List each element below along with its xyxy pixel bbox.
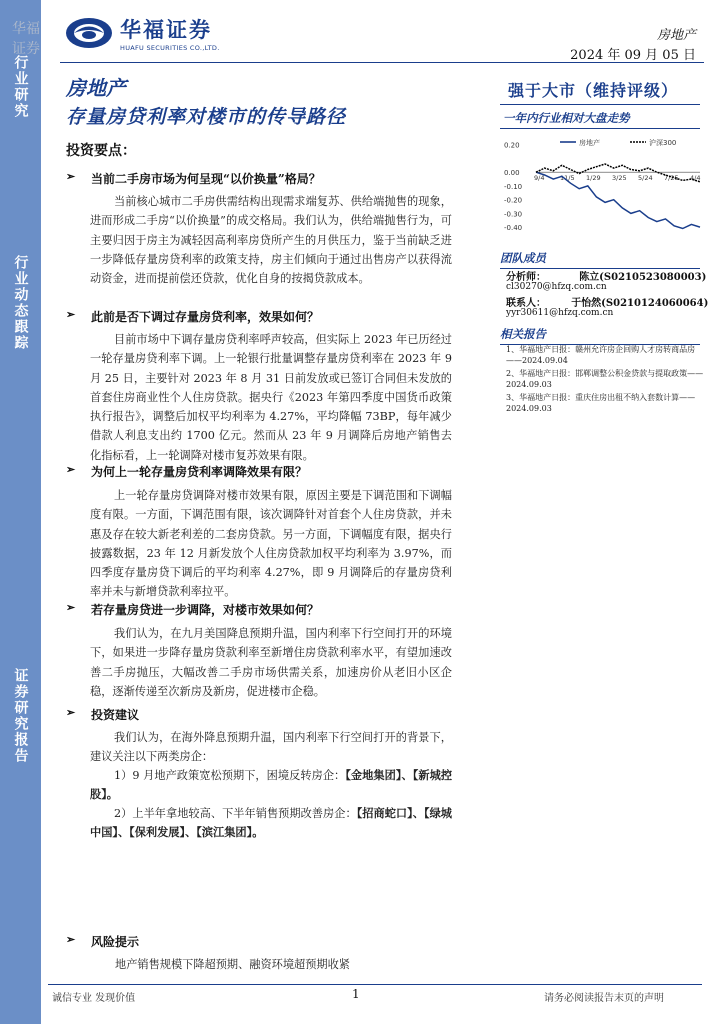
y-tick-label: -0.20 (504, 196, 523, 205)
page-number: 1 (352, 987, 360, 1001)
analyst-label: 分析师： (506, 272, 546, 283)
related-reports-heading: 相关报告 (500, 326, 700, 345)
relative-performance-chart (500, 134, 705, 244)
x-tick-label: 1/29 (586, 174, 601, 183)
x-tick-label: 9/4 (534, 174, 545, 183)
x-tick-label: 7/25 (664, 174, 679, 183)
section-heading: ➢ 此前是否下调过存量房贷利率，效果如何？ (66, 308, 320, 324)
y-tick-label: -0.40 (504, 224, 523, 233)
section-heading: ➢ 风险提示 (66, 933, 140, 949)
related-report-item[interactable]: 1、华福地产日报：赣州允许房企回购人才房转商品房——2024.09.04 (506, 345, 696, 365)
x-tick-label: 4/4 (690, 174, 701, 183)
sidebar-bar (0, 0, 41, 1024)
key-points-heading: 投资要点： (66, 143, 136, 159)
sidebar-label-industry-research: 行业研究 (12, 55, 29, 119)
logo-name-cn: 华福证券 (120, 18, 212, 42)
section-heading: ➢ 投资建议 (66, 706, 140, 722)
y-tick-label: 0.00 (504, 169, 520, 178)
contact-line (506, 294, 708, 309)
section-paragraph: 我们认为，在九月美国降息预期升温，国内利率下行空间打开的环境下，如果进一步降存量房贷款利率至新增住房贷款利率水平，有望加速改善二手房抛压，大幅改善二手房市场供需关系，加速房价从老旧小区企稳，逐渐传递至次新房及新房，促进楼市企稳。 (90, 627, 452, 698)
section-paragraph: 我们认为，在海外降息预期升温，国内利率下行空间打开的背景下，建议关注以下两类房企： (90, 731, 452, 764)
recommendation-item: 1）9 月地产政策宽松预期下，困境反转房企：【金地集团】、【新城控股】。 (90, 768, 453, 802)
arrow-bullet-icon: ➢ (66, 308, 76, 321)
chart-title: 一年内行业相对大盘走势 (503, 111, 630, 125)
sidebar-label-securities-report: 证券研究报告 (12, 668, 29, 764)
sidebar-label-industry-tracking: 行业动态跟踪 (12, 255, 29, 351)
risk-text: 地产销售规模下降超预期、融资环境超预期收紧 (115, 958, 350, 971)
y-tick-label: -0.10 (504, 182, 523, 191)
contact-name: 于怡然(S0210124060064) (571, 298, 709, 309)
arrow-bullet-icon: ➢ (66, 463, 76, 476)
watermark: 华福证券 (12, 21, 40, 57)
arrow-bullet-icon: ➢ (66, 706, 76, 719)
header-category: 房地产 (656, 28, 696, 43)
header-divider (60, 62, 704, 63)
team-heading: 团队成员 (500, 250, 700, 269)
report-category-title: 房地产 (66, 76, 126, 100)
report-date: 2024 年 09 月 05 日 (570, 48, 696, 63)
related-report-item[interactable]: 3、华福地产日报：重庆住房出租不纳入套数计算——2024.09.03 (506, 393, 696, 413)
contact-label: 联系人： (506, 298, 546, 309)
logo-name-en: HUAFU SECURITIES CO.,LTD. (120, 44, 220, 52)
related-report-item[interactable]: 2、华福地产日报：邯郸调整公积金贷款与提取政策——2024.09.03 (506, 369, 704, 389)
section-paragraph: 目前市场中下调存量房贷利率呼声较高，但实际上 2023 年已历经过一轮存量房贷利率下调。上一轮银行批量调整存量房贷利率在 2023 年 9 月 25 日，主要针对 2023 年 8 月 31 日前发放或已签订合同但未发放的首套住房商业性个人住房贷款。据央行《2023 年第四季度中国货币政策执行报告》，调整后加权平均利率为 4.27%，平均降幅 73BP，每年减少借款人利息支出约 1700 亿元。然而从 23 年 9 月调降后房地产销售去化指标看，上一轮调降对楼市复苏效果有限。 (90, 333, 452, 462)
section-heading: ➢ 若存量房贷进一步调降，对楼市效果如何？ (66, 601, 320, 617)
x-tick-label: 3/25 (612, 174, 627, 183)
recommendation-item: 2）上半年拿地较高、下半年销售预期改善房企：【招商蛇口】、【绿城中国】、【保利发展】、【滨江集团】。 (90, 806, 452, 840)
x-tick-label: 11/5 (560, 174, 575, 183)
analyst-email[interactable]: cl30270@hfzq.com.cn (506, 282, 607, 292)
footer-slogan: 诚信专业 发现价值 (52, 993, 136, 1004)
arrow-bullet-icon: ➢ (66, 933, 76, 946)
rating-divider (500, 104, 700, 105)
footer-disclaimer: 请务必阅读报告末页的声明 (544, 993, 664, 1004)
section-paragraph: 上一轮存量房贷调降对楼市效果有限，原因主要是下调范围和下调幅度有限。一方面，下调范围有限，该次调降针对首套个人住房贷款，并未惠及存在较大新老利差的二套房贷款。另一方面，下调幅度有限，据央行披露数据，23 年 12 月新发放个人住房贷款加权平均利率为 3.97%，而四季度存量房贷下调后的平均利率 4.27%，即 9 月调降后的存量房贷利率并未与新增贷款利率拉平。 (90, 489, 452, 599)
analyst-line (506, 268, 706, 283)
section-heading: ➢ 当前二手房市场为何呈现“以价换量”格局？ (66, 170, 321, 186)
x-tick-label: 5/24 (638, 174, 653, 183)
section-paragraph: 当前核心城市二手房供需结构出现需求端复苏、供给端抛售的现象，进而形成二手房“以价换量”的成交格局。我们认为，供给端抛售行为，可主要归因于房主为减轻因高利率房贷所产生的月供压力，鉴于当前缺乏进一步降低存量房贷利率的政策支持，房主们倾向于通过出售房产以获得流动资金，进而提前偿还贷款，优化自身的按揭贷款成本。 (90, 195, 452, 286)
report-title: 存量房贷利率对楼市的传导路径 (66, 106, 347, 128)
arrow-bullet-icon: ➢ (66, 601, 76, 614)
footer-divider (48, 984, 702, 985)
contact-email[interactable]: yyr30611@hfzq.com.cn (506, 308, 614, 318)
legend-label: 房地产 (579, 139, 600, 147)
section-heading: ➢ 为何上一轮存量房贷利率调降效果有限？ (66, 463, 308, 479)
y-tick-label: -0.30 (504, 210, 523, 219)
chart-title-divider (500, 128, 700, 129)
arrow-bullet-icon: ➢ (66, 170, 76, 183)
analyst-name: 陈立(S0210523080003) (579, 272, 707, 283)
legend-label: 沪深300 (649, 139, 677, 147)
company-logo (64, 14, 220, 52)
rating-label: 强于大市（维持评级） (508, 81, 679, 100)
y-tick-label: 0.20 (504, 141, 520, 150)
logo-swirl-icon (64, 16, 114, 50)
